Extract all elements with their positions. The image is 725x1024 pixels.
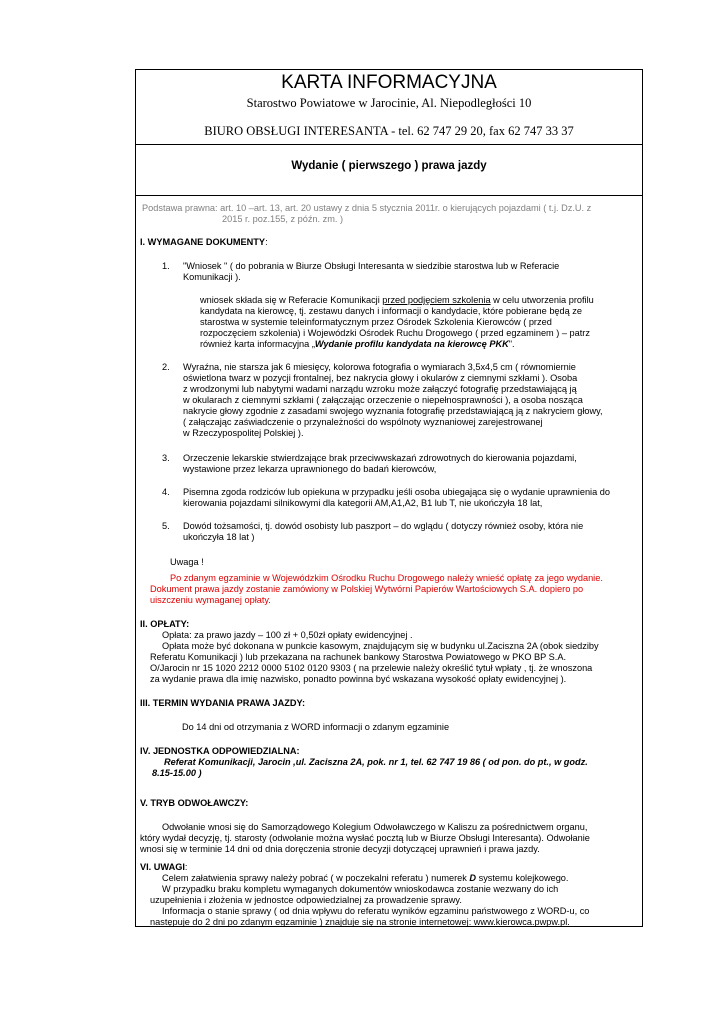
item-2-line: Wyraźna, nie starsza jak 6 miesięcy, kolorowa fotografia o wymiarach 3,5x4,5 cm ( równomiernie xyxy=(183,362,576,372)
issue-term: Do 14 dni od otrzymania z WORD informacji o zdanym egzaminie xyxy=(182,722,450,732)
fees-line: O/Jarocin nr 15 1020 2212 0000 5102 0120 9303 ( na przelewie należy określić tytuł wpłaty , tj. że wnoszona xyxy=(150,663,593,673)
item-5-line: ukończyła 18 lat ) xyxy=(183,532,255,542)
appeal-line: który wydał decyzję, tj. starosty (odwołanie można wysłać pocztą lub w Biurze Obsługi Interesanta). Odwołanie xyxy=(140,833,590,843)
item-2-line: oświetlona twarz w pozycji frontalnej, bez nakrycia głowy i okularów z ciemnymi szkłami ). Osoba xyxy=(183,373,578,383)
note-line: Dokument prawa jazdy zostanie zamówiony w Polskiej Wytwórni Papierów Wartościowych S.A. dopiero po xyxy=(150,584,584,594)
item-2-line: ( załączając zaświadczenie o przynależności do wspólnoty wyznaniowej zarejestrowanej xyxy=(183,417,543,427)
item-5-line: Dowód tożsamości, tj. dowód osobisty lub paszport – do wglądu ( dotyczy również osoby, która nie xyxy=(183,521,584,531)
remarks-line: następuje do 2 dni po zdanym egzaminie ) znajduje się na stronie internetowej: www.kierowca.pwpw.pl. xyxy=(150,917,570,927)
section-2-heading: II. OPŁATY: xyxy=(140,619,190,629)
fees-line: Opłata: za prawo jazdy – 100 zł + 0,50zł opłaty ewidencyjnej . xyxy=(162,630,413,640)
info-card xyxy=(135,69,643,927)
remarks-line-1: Celem załatwienia sprawy należy pobrać ( w poczekalni referatu ) numerek D systemu kolejkowego. xyxy=(162,873,569,883)
fees-line: za wydanie prawa dla imię nazwisko, ponadto powinna być wskazana wysokość opłaty ewidencyjnej ). xyxy=(150,674,567,684)
item-4-line: Pisemna zgoda rodziców lub opiekuna w przypadku jeśli osoba ubiegająca się o wydanie uprawnienia do xyxy=(183,487,610,497)
remarks-line: uzupełnienia i złożenia w jednostce odpowiedzialnej za prowadzenie sprawy. xyxy=(150,895,462,905)
note-line: Po zdanym egzaminie w Wojewódzkim Ośrodku Ruchu Drogowego należy wnieść opłatę za jego wydanie. xyxy=(170,573,603,583)
remarks-line: W przypadku braku kompletu wymaganych dokumentów wnioskodawca zostanie wezwany do ich xyxy=(162,884,559,894)
fees-line: Referatu Komunikacji ) lub przekazana na rachunek bankowy Starostwa Powiatowego w PKO BP S.A. xyxy=(150,652,567,662)
unit-line: Referat Komunikacji, Jarocin ,ul. Zaciszna 2A, pok. nr 1, tel. 62 747 19 86 ( od pon. do pt., w godz. xyxy=(164,757,588,767)
office-address: Starostwo Powiatowe w Jarocinie, Al. Niepodległości 10 xyxy=(246,96,532,110)
remarks-line: Informacja o stanie sprawy ( od dnia wpływu do referatu wyników egzaminu państwowego z WORD-u, co xyxy=(162,906,590,916)
section-3-heading: III. TERMIN WYDANIA PRAWA JAZDY: xyxy=(140,698,306,708)
item-3-line: Orzeczenie lekarskie stwierdzające brak przeciwwskazań zdrowotnych do kierowania pojazdami, xyxy=(183,453,577,463)
item-1-line-2: Komunikacji ). xyxy=(183,272,241,282)
item-4-number: 4. xyxy=(162,487,170,497)
note-label: Uwaga ! xyxy=(170,557,204,567)
item-1-para-line: rozpoczęciem szkolenia) i Wojewódzki Ośrodek Ruchu Drogowego ( przed egzaminem ) – patrz xyxy=(200,328,590,338)
item-2-line: w okularach z ciemnymi szkłami ( załączając orzeczenie o niepełnosprawności ), a osoba nosząca xyxy=(183,395,583,405)
item-3-line: wystawione przez lekarza uprawnionego do badań kierowców, xyxy=(183,464,437,474)
item-2-line: nakrycie głowy zgodnie z zasadami swojego wyznania fotografię przedstawiającą ją z nakryciem głowy, xyxy=(183,406,603,416)
item-1-para-line: kandydata na kierowcę, tj. zestawu danych i informacji o kandydacie, które pobierane będą ze xyxy=(200,306,583,316)
item-2-line: w Rzeczypospolitej Polskiej ). xyxy=(183,428,304,438)
section-1-heading: I. WYMAGANE DOKUMENTY: xyxy=(140,237,268,247)
document-title: Wydanie ( pierwszego ) prawa jazdy xyxy=(291,160,487,172)
legal-basis-line-2: 2015 r. poz.155, z późn. zm. ) xyxy=(222,214,344,224)
section-4-heading: IV. JEDNOSTKA ODPOWIEDZIALNA: xyxy=(140,746,300,756)
item-1-number: 1. xyxy=(162,261,170,271)
item-2-number: 2. xyxy=(162,362,170,372)
office-contact: BIURO OBSŁUGI INTERESANTA - tel. 62 747 29 20, fax 62 747 33 37 xyxy=(204,124,574,138)
item-1-para-first: wniosek składa się w Referacie Komunikacji przed podjęciem szkolenia w celu utworzenia profilu xyxy=(200,295,594,305)
appeal-line: Odwołanie wnosi się do Samorządowego Kolegium Odwoławczego w Kaliszu za pośrednictwem organu, xyxy=(162,822,588,832)
fees-line: Opłata może być dokonana w punkcie kasowym, znajdującym się w budynku ul.Zaciszna 2A (obok siedziby xyxy=(162,641,599,651)
note-line: uiszczeniu wymaganej opłaty. xyxy=(150,595,271,605)
item-2-line: z wrodzonymi lub nabytymi wadami narządu wzroku może załączyć fotografię przedstawiającą ją xyxy=(183,384,577,394)
document-title-section xyxy=(136,144,642,196)
item-1-para-last: również karta informacyjna „Wydanie profilu kandydata na kierowcę PKK". xyxy=(200,339,515,349)
item-3-number: 3. xyxy=(162,453,170,463)
section-6-heading: VI. UWAGI: xyxy=(140,862,188,872)
card-header xyxy=(136,70,642,145)
item-1-para-line: starostwa w systemie teleinformatycznym przez Ośrodek Szkolenia Kierowców ( przed xyxy=(200,317,552,327)
item-1-line-1: "Wniosek " ( do pobrania w Biurze Obsługi Interesanta w siedzibie starostwa lub w Referacie xyxy=(183,261,560,271)
item-4-line: kierowania pojazdami silnikowymi dla kategorii AM,A1,A2, B1 lub T, nie ukończyła 18 lat, xyxy=(183,498,543,508)
appeal-line: wnosi się w terminie 14 dni od dnia doręczenia stronie decyzji dotyczącej uprawnień i prawa jazdy. xyxy=(140,844,540,854)
item-5-number: 5. xyxy=(162,521,170,531)
section-5-heading: V. TRYB ODWOŁAWCZY: xyxy=(140,798,249,808)
unit-line: 8.15-15.00 ) xyxy=(152,768,202,778)
card-title: KARTA INFORMACYJNA xyxy=(281,72,497,93)
legal-basis-line-1: Podstawa prawna: art. 10 –art. 13, art. 20 ustawy z dnia 5 stycznia 2011r. o kierujących pojazdami ( t.j. Dz.U. z xyxy=(142,203,592,213)
